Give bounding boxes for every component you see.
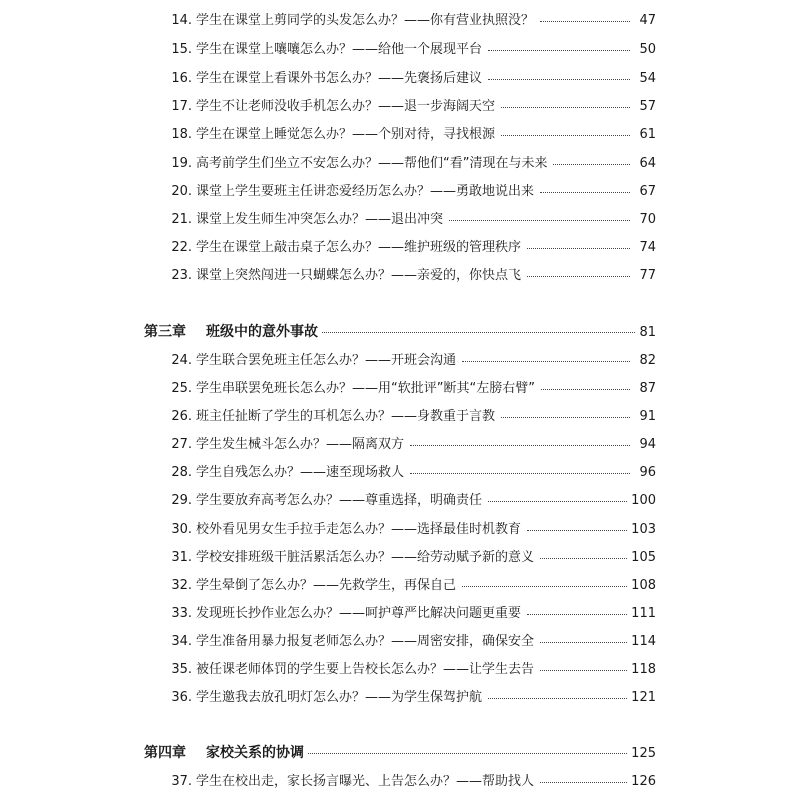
dot-leader: [488, 79, 630, 80]
entry-page: 64: [639, 156, 656, 171]
entry-title: 学生串联罢免班长怎么办？——用“软批评”断其“左膀右臂”: [196, 381, 535, 396]
entry-title: 学生在课堂上看课外书怎么办？——先褒扬后建议: [196, 71, 483, 86]
entry-title: 学生在校出走，家长扬言曝光、上告怎么办？——帮助找人: [196, 774, 535, 789]
dot-leader: [488, 501, 627, 502]
entry-number: 33.: [171, 606, 192, 621]
entry-page: 91: [639, 409, 656, 424]
toc-entry: [166, 237, 656, 259]
toc-entry: [166, 39, 656, 61]
toc-entry: [166, 378, 656, 400]
toc-entry: [166, 10, 656, 32]
entry-number: 26.: [171, 409, 192, 424]
entry-title: 学生准备用暴力报复老师怎么办？——周密安排，确保安全: [196, 634, 535, 649]
dot-leader: [449, 220, 630, 221]
entry-page: 67: [639, 184, 656, 199]
entry-number: 36.: [171, 690, 192, 705]
chapter-page: 81: [639, 325, 656, 340]
toc-entry: [166, 575, 656, 597]
entry-page: 87: [639, 381, 656, 396]
entry-title: 被任课老师体罚的学生要上告校长怎么办？——让学生去告: [196, 662, 535, 677]
entry-page: 100: [631, 493, 656, 508]
entry-number: 19.: [171, 156, 192, 171]
entry-number: 30.: [171, 522, 192, 537]
dot-leader: [540, 670, 627, 671]
entry-page: 94: [639, 437, 656, 452]
entry-page: 118: [631, 662, 656, 677]
entry-page: 50: [639, 42, 656, 57]
entry-number: 29.: [171, 493, 192, 508]
entry-page: 111: [631, 606, 656, 621]
dot-leader: [410, 473, 630, 474]
toc-entry: [166, 124, 656, 146]
entry-page: 74: [639, 240, 656, 255]
entry-title: 课堂上发生师生冲突怎么办？——退出冲突: [196, 212, 444, 227]
toc-entry: [166, 519, 656, 541]
chapter-label: 第三章: [144, 324, 186, 340]
entry-title: 班主任扯断了学生的耳机怎么办？——身教重于言教: [196, 409, 496, 424]
entry-number: 25.: [171, 381, 192, 396]
entry-title: 学校安排班级干脏活累活怎么办？——给劳动赋予新的意义: [196, 550, 535, 565]
dot-leader: [540, 642, 627, 643]
toc-entry: [166, 153, 656, 175]
toc-entry: [166, 490, 656, 512]
entry-title: 学生发生械斗怎么办？——隔离双方: [196, 437, 405, 452]
entry-title: 课堂上突然闯进一只蝴蝶怎么办？——亲爱的，你快点飞: [196, 268, 522, 283]
toc-entry: [166, 547, 656, 569]
toc-entry: [166, 434, 656, 456]
toc-entry: [166, 68, 656, 90]
entry-title: 学生在课堂上敲击桌子怎么办？——维护班级的管理秩序: [196, 240, 522, 255]
toc-entry: [166, 659, 656, 681]
entry-number: 22.: [171, 240, 192, 255]
dot-leader: [501, 107, 630, 108]
dot-leader: [540, 192, 630, 193]
entry-page: 114: [631, 634, 656, 649]
dot-leader: [527, 614, 627, 615]
dot-leader: [462, 361, 630, 362]
entry-number: 18.: [171, 127, 192, 142]
entry-page: 121: [631, 690, 656, 705]
entry-page: 77: [639, 268, 656, 283]
dot-leader: [540, 21, 630, 22]
entry-page: 82: [639, 353, 656, 368]
entry-page: 126: [631, 774, 656, 789]
entry-number: 17.: [171, 99, 192, 114]
entry-title: 学生不让老师没收手机怎么办？——退一步海阔天空: [196, 99, 496, 114]
toc-entry: [166, 209, 656, 231]
chapter-title: 家校关系的协调: [206, 745, 304, 761]
toc-entry: [166, 771, 656, 793]
dot-leader: [462, 586, 627, 587]
dot-leader: [541, 389, 630, 390]
entry-number: 37.: [171, 774, 192, 789]
chapter-title: 班级中的意外事故: [206, 324, 318, 340]
entry-number: 14.: [171, 13, 192, 28]
entry-title: 发现班长抄作业怎么办？——呵护尊严比解决问题更重要: [196, 606, 522, 621]
entry-page: 105: [631, 550, 656, 565]
dot-leader: [501, 417, 630, 418]
dot-leader: [322, 332, 635, 333]
toc-entry: [166, 687, 656, 709]
entry-number: 24.: [171, 353, 192, 368]
entry-number: 34.: [171, 634, 192, 649]
entry-title: 校外看见男女生手拉手走怎么办？——选择最佳时机教育: [196, 522, 522, 537]
entry-title: 学生自残怎么办？——速至现场救人: [196, 465, 405, 480]
dot-leader: [410, 445, 630, 446]
entry-number: 20.: [171, 184, 192, 199]
dot-leader: [488, 698, 627, 699]
chapter-label: 第四章: [144, 745, 186, 761]
entry-number: 21.: [171, 212, 192, 227]
toc-entry: [166, 350, 656, 372]
entry-title: 学生在课堂上睡觉怎么办？——个别对待，寻找根源: [196, 127, 496, 142]
chapter-heading: [144, 741, 656, 765]
entry-title: 学生在课堂上剪同学的头发怎么办？——你有营业执照没？: [196, 13, 535, 28]
entry-title: 学生晕倒了怎么办？——先救学生，再保自己: [196, 578, 457, 593]
entry-number: 35.: [171, 662, 192, 677]
toc-entry: [166, 96, 656, 118]
entry-number: 31.: [171, 550, 192, 565]
entry-title: 学生要放弃高考怎么办？——尊重选择，明确责任: [196, 493, 483, 508]
dot-leader: [540, 558, 627, 559]
entry-number: 23.: [171, 268, 192, 283]
entry-title: 高考前学生们坐立不安怎么办？——帮他们“看”清现在与未来: [196, 156, 548, 171]
dot-leader: [501, 135, 630, 136]
entry-page: 103: [631, 522, 656, 537]
entry-page: 108: [631, 578, 656, 593]
entry-title: 课堂上学生要班主任讲恋爱经历怎么办？——勇敢地说出来: [196, 184, 535, 199]
entry-page: 57: [639, 99, 656, 114]
entry-title: 学生邀我去放孔明灯怎么办？——为学生保驾护航: [196, 690, 483, 705]
entry-page: 47: [639, 13, 656, 28]
toc-entry: [166, 603, 656, 625]
chapter-page: 125: [631, 746, 656, 761]
entry-page: 61: [639, 127, 656, 142]
dot-leader: [553, 164, 630, 165]
entry-number: 27.: [171, 437, 192, 452]
entry-title: 学生在课堂上嚷嚷怎么办？——给他一个展现平台: [196, 42, 483, 57]
entry-number: 16.: [171, 71, 192, 86]
chapter-heading: [144, 320, 656, 344]
dot-leader: [527, 530, 627, 531]
dot-leader: [488, 50, 630, 51]
dot-leader: [527, 276, 630, 277]
toc-entry: [166, 406, 656, 428]
entry-page: 96: [639, 465, 656, 480]
toc-entry: [166, 462, 656, 484]
dot-leader: [308, 753, 627, 754]
toc-entry: [166, 265, 656, 287]
dot-leader: [540, 782, 627, 783]
entry-number: 28.: [171, 465, 192, 480]
toc-entry: [166, 181, 656, 203]
dot-leader: [527, 248, 630, 249]
entry-page: 54: [639, 71, 656, 86]
entry-number: 32.: [171, 578, 192, 593]
entry-title: 学生联合罢免班主任怎么办？——开班会沟通: [196, 353, 457, 368]
toc-entry: [166, 631, 656, 653]
entry-page: 70: [639, 212, 656, 227]
entry-number: 15.: [171, 42, 192, 57]
